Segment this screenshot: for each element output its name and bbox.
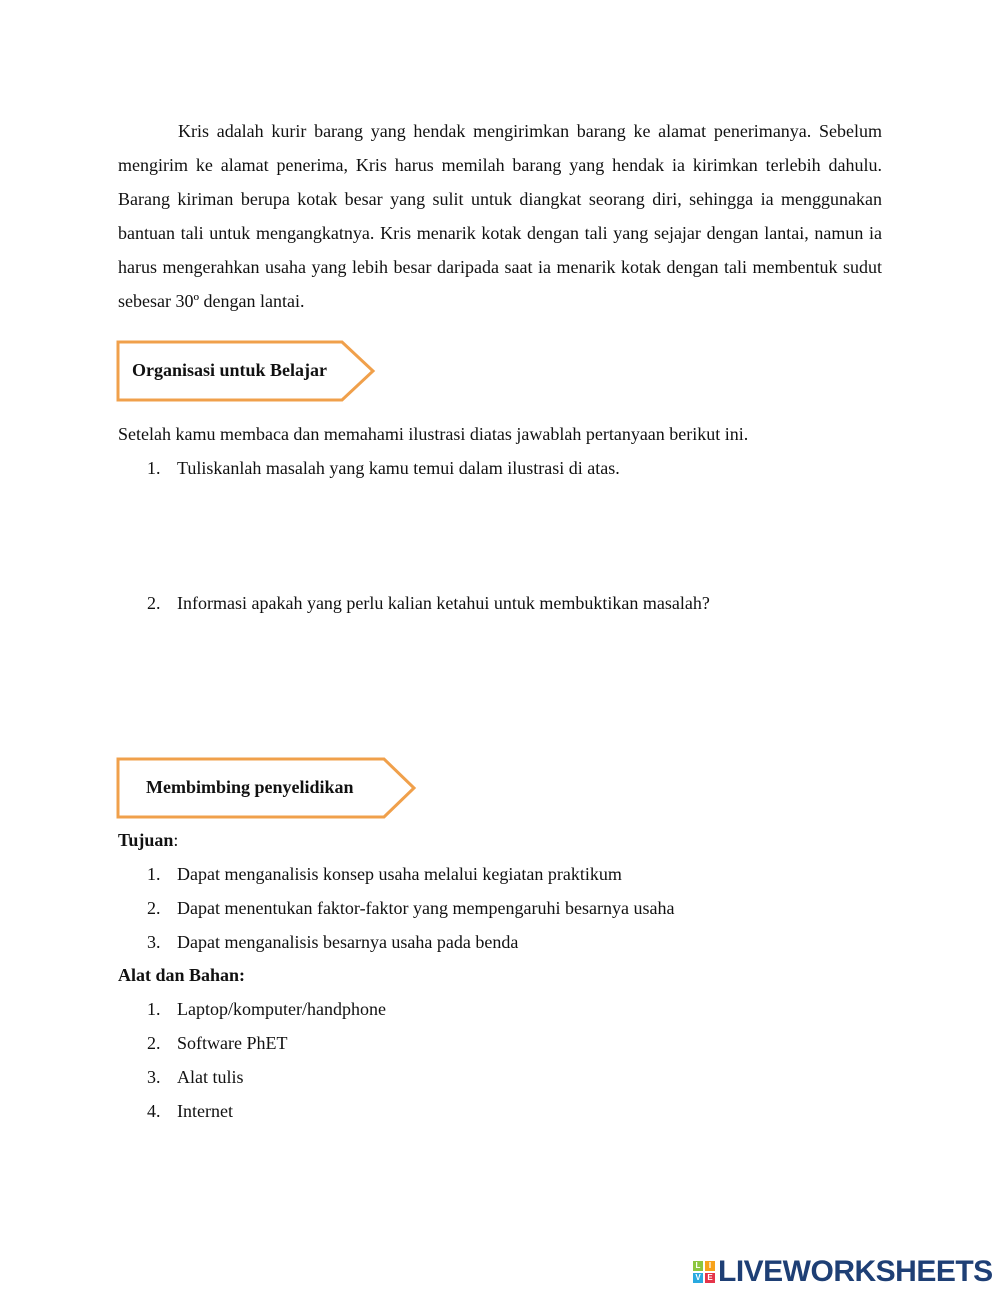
tools-heading: Alat dan Bahan:: [118, 965, 246, 985]
goal-text: Dapat menentukan faktor-faktor yang mempengaruhi besarnya usaha: [177, 898, 675, 918]
question-number: 2.: [147, 593, 161, 613]
banner-title: Membimbing penyelidikan: [146, 777, 354, 797]
goal-number: 3.: [147, 932, 161, 952]
logo-block: I: [705, 1261, 715, 1271]
instruction-text: Setelah kamu membaca dan memahami ilustrasi diatas jawablah pertanyaan berikut ini.: [118, 424, 749, 444]
goal-text: Dapat menganalisis besarnya usaha pada benda: [177, 932, 519, 952]
tool-text: Laptop/komputer/handphone: [177, 999, 386, 1019]
logo-block: V: [693, 1273, 703, 1283]
tool-number: 1.: [147, 999, 161, 1019]
goal-text: Dapat menganalisis konsep usaha melalui kegiatan praktikum: [177, 864, 622, 884]
question-text: Informasi apakah yang perlu kalian ketahui untuk membuktikan masalah?: [177, 593, 710, 613]
liveworksheets-logo: [693, 1255, 993, 1289]
logo-block: L: [693, 1261, 703, 1271]
goals-heading: [118, 828, 178, 852]
logo-block: E: [705, 1273, 715, 1283]
tool-text: Alat tulis: [177, 1067, 244, 1087]
goal-number: 1.: [147, 864, 161, 884]
intro-paragraph: Kris adalah kurir barang yang hendak mengirimkan barang ke alamat penerimanya. Sebelum mengirim ke alamat penerima, Kris harus memilah barang yang hendak ia kirimkan terlebih dahulu. Barang kiriman berupa kotak besar yang sulit untuk diangkat seorang diri, sehingga ia menggunakan bantuan tali untuk mengangkatnya. Kris menarik kotak dengan tali yang sejajar dengan lantai, namun ia harus mengerahkan usaha yang lebih besar daripada saat ia menarik kotak dengan tali membentuk sudut sebesar 30º dengan lantai.: [118, 121, 882, 311]
question-text: Tuliskanlah masalah yang kamu temui dalam ilustrasi di atas.: [177, 458, 620, 478]
banner-title: Organisasi untuk Belajar: [132, 360, 328, 380]
tool-text: Internet: [177, 1101, 233, 1121]
logo-blocks-icon: [693, 1261, 715, 1283]
question-number: 1.: [147, 458, 161, 478]
tool-text: Software PhET: [177, 1033, 288, 1053]
tool-number: 3.: [147, 1067, 161, 1087]
tool-number: 4.: [147, 1101, 161, 1121]
goals-label: Tujuan: [118, 830, 174, 850]
section-banner-penyelidikan: [116, 757, 419, 820]
goals-colon: :: [173, 830, 179, 850]
section-banner-organisasi: [116, 340, 378, 403]
goal-number: 2.: [147, 898, 161, 918]
logo-text: LIVEWORKSHEETS: [718, 1255, 993, 1288]
tool-number: 2.: [147, 1033, 161, 1053]
